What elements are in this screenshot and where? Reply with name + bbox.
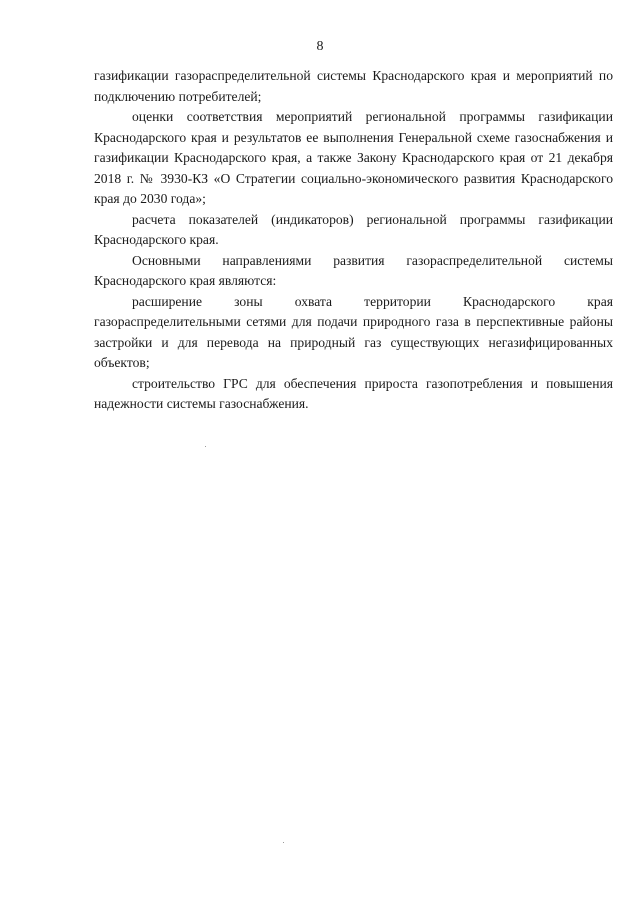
scan-speck: [283, 842, 284, 843]
paragraph-indicators-calculation: расчета показателей (индикаторов) региональной программы газификации Краснодарского края.: [94, 211, 613, 247]
paragraph-conformity-assessment: оценки соответствия мероприятий региональной программы газификации Краснодарского края и результатов ее выполнения Генеральной схеме газоснабжения и газификации Краснодарского края, а также Закону Краснодарского края от 21 декабря 2018 г. № 3930-КЗ «О Стратегии социально-экономического развития Краснодарского края до 2030 года»;: [94, 109, 613, 206]
page-number: 8: [316, 39, 324, 54]
paragraph-grs-construction: строительство ГРС для обеспечения прироста газопотребления и повышения надежности системы газоснабжения.: [94, 375, 613, 411]
paragraph-main-directions: Основными направлениями развития газораспределительной системы Краснодарского края являются:: [94, 252, 613, 288]
document-body: [94, 66, 613, 415]
paragraph-coverage-expansion: расширение зоны охвата территории Краснодарского края газораспределительными сетями для подачи природного газа в перспективные районы застройки и для перевода на природный газ существующих негазифицированных объектов;: [94, 293, 613, 370]
paragraph-gasification-continuation: газификации газораспределительной системы Краснодарского края и мероприятий по подключению потребителей;: [94, 68, 613, 104]
scan-speck: [205, 446, 206, 447]
